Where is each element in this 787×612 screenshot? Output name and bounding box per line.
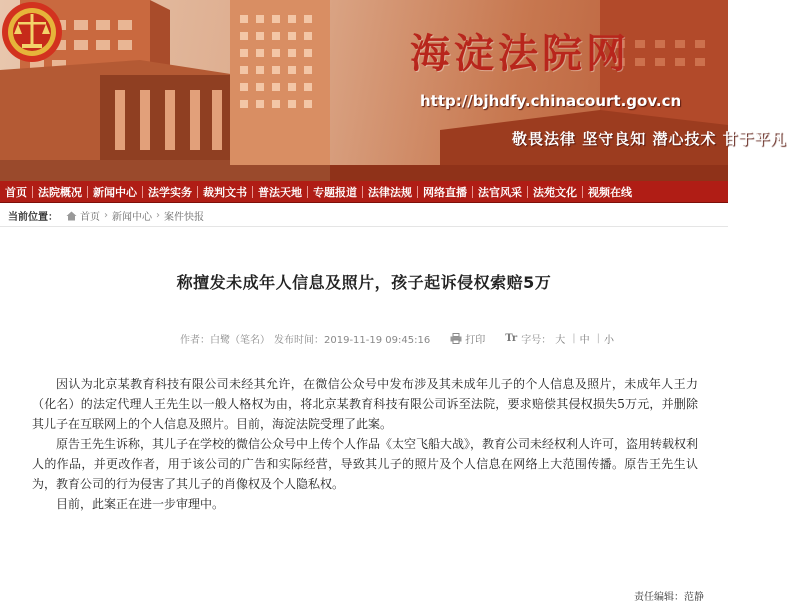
article-body (32, 374, 698, 514)
nav-item-news-center[interactable]: 新闻中心 (93, 185, 137, 199)
site-motto: 敬畏法律 坚守良知 潜心技术 甘于平凡 (512, 130, 787, 148)
nav-item-court-overview[interactable]: 法院概况 (38, 185, 82, 199)
nav-divider (527, 186, 528, 198)
nav-item-culture[interactable]: 法苑文化 (533, 185, 577, 199)
article-meta: 作者：白鹭（笔名） 发布时间：2019-11-19 09:45:16 打印 Tr 字号： 大 | 中 | 小 (180, 333, 614, 346)
site-url[interactable]: http://bjhdfy.chinacourt.gov.cn (420, 92, 682, 110)
nav-divider (87, 186, 88, 198)
breadcrumb-case-express[interactable]: 案件快报 (164, 212, 204, 223)
nav-divider (472, 186, 473, 198)
font-size-icon: Tr (505, 333, 518, 344)
font-size-label: 字号： (521, 335, 552, 346)
font-size-large[interactable]: 大 (555, 335, 566, 346)
article-author: 作者：白鹭（笔名） (180, 335, 270, 346)
breadcrumb-label: 当前位置： (8, 212, 58, 223)
nav-item-legal-practice[interactable]: 法学实务 (148, 185, 192, 199)
nav-item-special-reports[interactable]: 专题报道 (313, 185, 357, 199)
nav-divider (307, 186, 308, 198)
nav-divider (362, 186, 363, 198)
article-title: 称擅发未成年人信息及照片，孩子起诉侵权索赔5万 (176, 273, 552, 292)
nav-divider (582, 186, 583, 198)
home-icon (66, 211, 77, 221)
site-title: 海淀法院网 (410, 30, 630, 77)
main-nav (0, 181, 728, 203)
nav-item-laws[interactable]: 法律法规 (368, 185, 412, 199)
breadcrumb-news-center[interactable]: 新闻中心 (112, 212, 152, 223)
breadcrumb-separator: › (156, 210, 160, 221)
nav-divider (142, 186, 143, 198)
font-size-medium[interactable]: 中 (579, 335, 590, 346)
nav-item-live[interactable]: 网络直播 (423, 185, 467, 199)
article-paragraph: 原告王先生诉称，其儿子在学校的微信公众号中上传个人作品《太空飞船大战》，教育公司未经权利人许可，盗用转载权利人的作品，并更改作者，用于该公司的广告和实际经营，导致其儿子的照片及个人信息在网络上大范围传播。原告王先生认为，教育公司的行为侵害了其儿子的肖像权及个人隐私权。 (32, 437, 699, 491)
breadcrumb (0, 205, 728, 227)
nav-item-legal-education[interactable]: 普法天地 (258, 185, 302, 199)
nav-item-judgments[interactable]: 裁判文书 (203, 185, 247, 199)
nav-item-video[interactable]: 视频在线 (588, 185, 632, 199)
article-paragraph: 目前，此案正在进一步审理中。 (56, 497, 225, 511)
breadcrumb-separator: › (104, 210, 108, 221)
nav-divider (197, 186, 198, 198)
site-banner (0, 0, 787, 181)
court-emblem-icon (0, 0, 64, 64)
nav-item-home[interactable]: 首页 (5, 185, 27, 199)
article-publish-time: 发布时间：2019-11-19 09:45:16 (274, 335, 431, 346)
responsible-editor: 责任编辑：范静 (634, 592, 704, 603)
font-size-small[interactable]: 小 (603, 335, 614, 346)
nav-divider (417, 186, 418, 198)
nav-divider (252, 186, 253, 198)
article-paragraph: 因认为北京某教育科技有限公司未经其允许，在微信公众号中发布涉及其未成年儿子的个人信息及照片，未成年人王力（化名）的法定代理人王先生以一般人格权为由，将北京某教育科技有限公司诉至法院，要求赔偿其侵权损失5万元，并删除其儿子在互联网上的个人信息及照片。目前，海淀法院受理了此案。 (32, 377, 698, 431)
banner-buildings-illustration (0, 0, 728, 181)
breadcrumb-home[interactable]: 首页 (80, 212, 100, 223)
nav-divider (32, 186, 33, 198)
print-link[interactable]: 打印 (465, 335, 486, 346)
nav-item-judges[interactable]: 法官风采 (478, 185, 522, 199)
printer-icon (450, 333, 462, 344)
